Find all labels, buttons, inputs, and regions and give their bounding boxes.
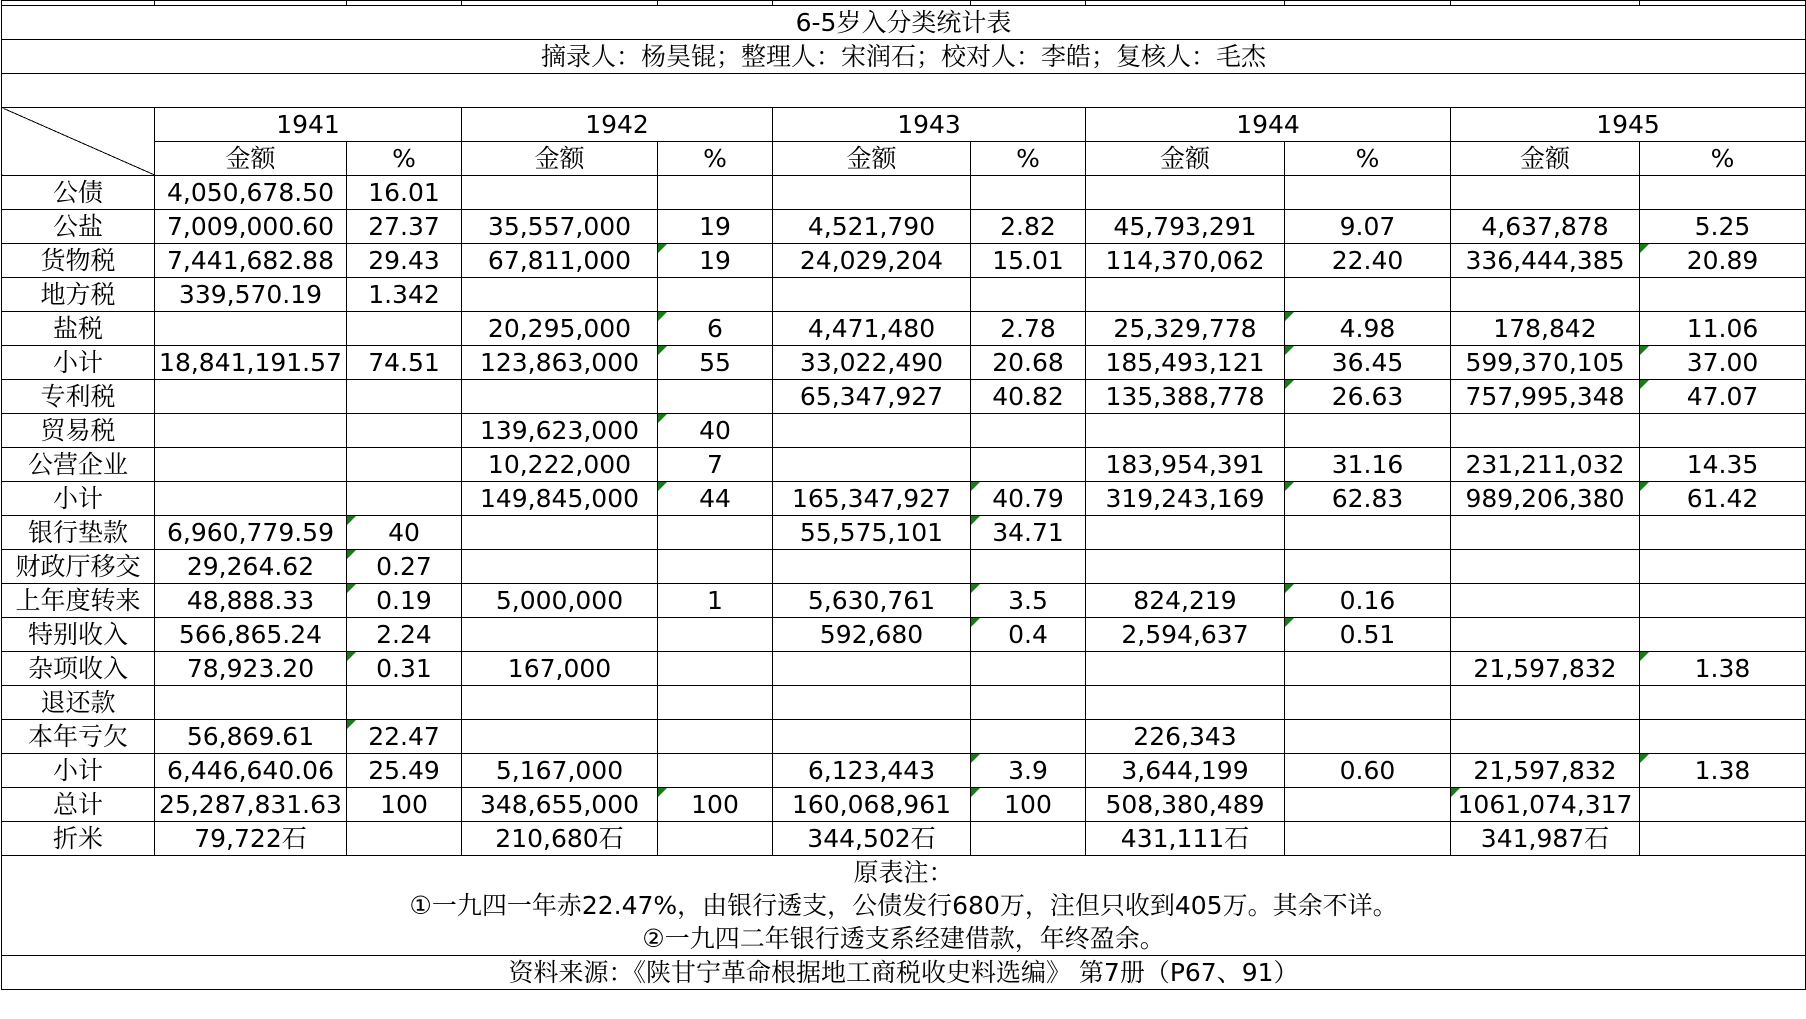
percent-cell[interactable] bbox=[1640, 618, 1806, 652]
percent-cell[interactable]: 1 bbox=[658, 584, 773, 618]
percent-cell[interactable]: 22.40 bbox=[1285, 244, 1451, 278]
percent-cell[interactable]: 11.06 bbox=[1640, 312, 1806, 346]
notes-title: 原表注： bbox=[853, 858, 954, 887]
percent-cell[interactable]: 14.35 bbox=[1640, 448, 1806, 482]
amount-cell[interactable]: 29,264.62 bbox=[155, 550, 347, 584]
percent-cell[interactable]: 20.68 bbox=[971, 346, 1086, 380]
title-row bbox=[2, 6, 1806, 40]
percent-cell[interactable] bbox=[1640, 550, 1806, 584]
amount-cell[interactable] bbox=[155, 686, 347, 720]
row-label[interactable]: 公债 bbox=[2, 176, 155, 210]
percent-cell[interactable]: 2.24 bbox=[347, 618, 462, 652]
year-header-1944[interactable]: 1944 bbox=[1086, 108, 1451, 142]
row-label[interactable]: 地方税 bbox=[2, 278, 155, 312]
amount-cell[interactable]: 56,869.61 bbox=[155, 720, 347, 754]
amount-cell[interactable] bbox=[155, 312, 347, 346]
percent-cell[interactable] bbox=[347, 686, 462, 720]
amount-cell[interactable] bbox=[773, 414, 971, 448]
amount-cell[interactable]: 344,502石 bbox=[773, 822, 971, 856]
subheader-row bbox=[2, 142, 1806, 176]
amount-cell[interactable] bbox=[462, 516, 658, 550]
amount-cell[interactable]: 341,987石 bbox=[1451, 822, 1640, 856]
amount-cell[interactable]: 226,343 bbox=[1086, 720, 1285, 754]
amount-cell[interactable] bbox=[462, 380, 658, 414]
amount-cell[interactable]: 167,000 bbox=[462, 652, 658, 686]
percent-cell[interactable] bbox=[1285, 550, 1451, 584]
row-label[interactable]: 本年亏欠 bbox=[2, 720, 155, 754]
subheader-amount[interactable]: 金额 bbox=[1451, 142, 1640, 176]
percent-cell[interactable]: 40 bbox=[347, 516, 462, 550]
percent-cell[interactable]: 44 bbox=[658, 482, 773, 516]
amount-cell[interactable]: 4,521,790 bbox=[773, 210, 971, 244]
percent-cell[interactable]: 19 bbox=[658, 244, 773, 278]
table-title[interactable]: 6-5岁入分类统计表 bbox=[2, 6, 1806, 40]
amount-cell[interactable]: 183,954,391 bbox=[1086, 448, 1285, 482]
amount-cell[interactable] bbox=[773, 448, 971, 482]
percent-cell[interactable]: 15.01 bbox=[971, 244, 1086, 278]
amount-cell[interactable]: 135,388,778 bbox=[1086, 380, 1285, 414]
subheader-amount[interactable]: 金额 bbox=[773, 142, 971, 176]
percent-cell[interactable] bbox=[347, 312, 462, 346]
percent-cell[interactable] bbox=[971, 822, 1086, 856]
percent-cell[interactable] bbox=[1285, 516, 1451, 550]
percent-cell[interactable]: 34.71 bbox=[971, 516, 1086, 550]
amount-cell[interactable]: 5,000,000 bbox=[462, 584, 658, 618]
subheader-percent[interactable]: % bbox=[347, 142, 462, 176]
percent-cell[interactable]: 55 bbox=[658, 346, 773, 380]
amount-cell[interactable] bbox=[1451, 176, 1640, 210]
percent-cell[interactable]: 31.16 bbox=[1285, 448, 1451, 482]
percent-cell[interactable]: 74.51 bbox=[347, 346, 462, 380]
percent-cell[interactable]: 0.51 bbox=[1285, 618, 1451, 652]
percent-cell[interactable] bbox=[658, 686, 773, 720]
amount-cell[interactable] bbox=[773, 720, 971, 754]
amount-cell[interactable]: 25,287,831.63 bbox=[155, 788, 347, 822]
amount-cell[interactable]: 25,329,778 bbox=[1086, 312, 1285, 346]
notes-row bbox=[2, 856, 1806, 956]
percent-cell[interactable] bbox=[971, 176, 1086, 210]
amount-cell[interactable]: 21,597,832 bbox=[1451, 652, 1640, 686]
percent-cell[interactable] bbox=[971, 414, 1086, 448]
percent-cell[interactable] bbox=[1640, 414, 1806, 448]
amount-cell[interactable] bbox=[773, 550, 971, 584]
amount-cell[interactable]: 2,594,637 bbox=[1086, 618, 1285, 652]
table-row bbox=[2, 618, 1806, 652]
row-label[interactable]: 贸易税 bbox=[2, 414, 155, 448]
source-row bbox=[2, 956, 1806, 990]
subheader-percent[interactable]: % bbox=[658, 142, 773, 176]
percent-cell[interactable]: 9.07 bbox=[1285, 210, 1451, 244]
amount-cell[interactable] bbox=[1086, 176, 1285, 210]
amount-cell[interactable]: 178,842 bbox=[1451, 312, 1640, 346]
amount-cell[interactable] bbox=[155, 380, 347, 414]
table-row bbox=[2, 482, 1806, 516]
amount-cell[interactable] bbox=[773, 652, 971, 686]
amount-cell[interactable] bbox=[1451, 278, 1640, 312]
percent-cell[interactable]: 16.01 bbox=[347, 176, 462, 210]
amount-cell[interactable]: 123,863,000 bbox=[462, 346, 658, 380]
amount-cell[interactable]: 67,811,000 bbox=[462, 244, 658, 278]
amount-cell[interactable]: 336,444,385 bbox=[1451, 244, 1640, 278]
amount-cell[interactable]: 348,655,000 bbox=[462, 788, 658, 822]
note-1: ①一九四一年赤22.47%，由银行透支，公债发行680万，注但只收到405万。其余不详。 bbox=[409, 891, 1398, 920]
percent-cell[interactable]: 36.45 bbox=[1285, 346, 1451, 380]
row-label[interactable]: 退还款 bbox=[2, 686, 155, 720]
amount-cell[interactable] bbox=[1451, 414, 1640, 448]
amount-cell[interactable] bbox=[1086, 652, 1285, 686]
amount-cell[interactable]: 65,347,927 bbox=[773, 380, 971, 414]
percent-cell[interactable] bbox=[658, 618, 773, 652]
percent-cell[interactable]: 100 bbox=[971, 788, 1086, 822]
row-label[interactable]: 公盐 bbox=[2, 210, 155, 244]
spreadsheet bbox=[1, 0, 1805, 990]
row-label[interactable]: 小计 bbox=[2, 346, 155, 380]
percent-cell[interactable] bbox=[658, 652, 773, 686]
table-row bbox=[2, 652, 1806, 686]
percent-cell[interactable]: 29.43 bbox=[347, 244, 462, 278]
amount-cell[interactable]: 6,446,640.06 bbox=[155, 754, 347, 788]
percent-cell[interactable]: 7 bbox=[658, 448, 773, 482]
percent-cell[interactable]: 0.16 bbox=[1285, 584, 1451, 618]
row-label[interactable]: 货物税 bbox=[2, 244, 155, 278]
amount-cell[interactable]: 757,995,348 bbox=[1451, 380, 1640, 414]
amount-cell[interactable] bbox=[462, 550, 658, 584]
year-header-row bbox=[2, 108, 1806, 142]
amount-cell[interactable]: 592,680 bbox=[773, 618, 971, 652]
percent-cell[interactable] bbox=[347, 482, 462, 516]
amount-cell[interactable] bbox=[155, 482, 347, 516]
amount-cell[interactable] bbox=[1451, 686, 1640, 720]
amount-cell[interactable]: 20,295,000 bbox=[462, 312, 658, 346]
percent-cell[interactable]: 100 bbox=[658, 788, 773, 822]
amount-cell[interactable]: 79,722石 bbox=[155, 822, 347, 856]
percent-cell[interactable] bbox=[1285, 788, 1451, 822]
amount-cell[interactable]: 160,068,961 bbox=[773, 788, 971, 822]
amount-cell[interactable]: 185,493,121 bbox=[1086, 346, 1285, 380]
blank-cell[interactable] bbox=[2, 74, 1806, 108]
amount-cell[interactable]: 5,630,761 bbox=[773, 584, 971, 618]
percent-cell[interactable]: 6 bbox=[658, 312, 773, 346]
percent-cell[interactable]: 37.00 bbox=[1640, 346, 1806, 380]
percent-cell[interactable]: 3.5 bbox=[971, 584, 1086, 618]
amount-cell[interactable]: 5,167,000 bbox=[462, 754, 658, 788]
amount-cell[interactable]: 45,793,291 bbox=[1086, 210, 1285, 244]
table-row bbox=[2, 550, 1806, 584]
subheader-amount[interactable]: 金额 bbox=[155, 142, 347, 176]
percent-cell[interactable] bbox=[971, 550, 1086, 584]
amount-cell[interactable]: 319,243,169 bbox=[1086, 482, 1285, 516]
percent-cell[interactable] bbox=[971, 652, 1086, 686]
table-row bbox=[2, 516, 1806, 550]
percent-cell[interactable] bbox=[1285, 414, 1451, 448]
percent-cell[interactable]: 61.42 bbox=[1640, 482, 1806, 516]
diagonal-header-cell[interactable] bbox=[2, 108, 155, 176]
percent-cell[interactable]: 3.9 bbox=[971, 754, 1086, 788]
percent-cell[interactable] bbox=[658, 278, 773, 312]
percent-cell[interactable] bbox=[1640, 176, 1806, 210]
table-row bbox=[2, 448, 1806, 482]
subheader-percent[interactable]: % bbox=[971, 142, 1086, 176]
amount-cell[interactable]: 114,370,062 bbox=[1086, 244, 1285, 278]
row-label[interactable]: 特别收入 bbox=[2, 618, 155, 652]
row-label[interactable]: 上年度转来 bbox=[2, 584, 155, 618]
row-label[interactable]: 总计 bbox=[2, 788, 155, 822]
table-row bbox=[2, 176, 1806, 210]
percent-cell[interactable]: 40.79 bbox=[971, 482, 1086, 516]
amount-cell[interactable]: 7,441,682.88 bbox=[155, 244, 347, 278]
percent-cell[interactable] bbox=[1640, 788, 1806, 822]
table-credits[interactable]: 摘录人：杨昊锟；整理人：宋润石；校对人：李皓；复核人：毛杰 bbox=[2, 40, 1806, 74]
percent-cell[interactable] bbox=[658, 822, 773, 856]
amount-cell[interactable]: 1061,074,317 bbox=[1451, 788, 1640, 822]
percent-cell[interactable]: 0.4 bbox=[971, 618, 1086, 652]
table-row bbox=[2, 720, 1806, 754]
percent-cell[interactable]: 0.60 bbox=[1285, 754, 1451, 788]
table-row bbox=[2, 584, 1806, 618]
table-row bbox=[2, 278, 1806, 312]
table-row bbox=[2, 210, 1806, 244]
percent-cell[interactable] bbox=[971, 686, 1086, 720]
row-label[interactable]: 小计 bbox=[2, 754, 155, 788]
note-2: ②一九四二年银行透支系经建借款，年终盈余。 bbox=[642, 924, 1165, 953]
year-header-1945[interactable]: 1945 bbox=[1451, 108, 1806, 142]
amount-cell[interactable] bbox=[1086, 686, 1285, 720]
amount-cell[interactable]: 35,557,000 bbox=[462, 210, 658, 244]
amount-cell[interactable] bbox=[462, 278, 658, 312]
row-label[interactable]: 公营企业 bbox=[2, 448, 155, 482]
percent-cell[interactable] bbox=[1640, 686, 1806, 720]
percent-cell[interactable]: 1.342 bbox=[347, 278, 462, 312]
amount-cell[interactable]: 6,960,779.59 bbox=[155, 516, 347, 550]
percent-cell[interactable] bbox=[347, 822, 462, 856]
year-header-1943[interactable]: 1943 bbox=[773, 108, 1086, 142]
subheader-amount[interactable]: 金额 bbox=[462, 142, 658, 176]
amount-cell[interactable]: 165,347,927 bbox=[773, 482, 971, 516]
amount-cell[interactable] bbox=[462, 686, 658, 720]
blank-row bbox=[2, 74, 1806, 108]
table-row bbox=[2, 346, 1806, 380]
percent-cell[interactable] bbox=[347, 448, 462, 482]
percent-cell[interactable]: 2.82 bbox=[971, 210, 1086, 244]
row-label[interactable]: 盐税 bbox=[2, 312, 155, 346]
amount-cell[interactable] bbox=[773, 278, 971, 312]
subheader-percent[interactable]: % bbox=[1285, 142, 1451, 176]
amount-cell[interactable] bbox=[155, 448, 347, 482]
percent-cell[interactable]: 47.07 bbox=[1640, 380, 1806, 414]
amount-cell[interactable]: 149,845,000 bbox=[462, 482, 658, 516]
percent-cell[interactable] bbox=[971, 278, 1086, 312]
percent-cell[interactable] bbox=[658, 720, 773, 754]
amount-cell[interactable] bbox=[462, 176, 658, 210]
amount-cell[interactable]: 824,219 bbox=[1086, 584, 1285, 618]
row-label[interactable]: 折米 bbox=[2, 822, 155, 856]
percent-cell[interactable] bbox=[658, 176, 773, 210]
percent-cell[interactable]: 62.83 bbox=[1285, 482, 1451, 516]
source-cell[interactable]: 资料来源：《陕甘宁革命根据地工商税收史料选编》 第7册（P67、91） bbox=[2, 956, 1806, 990]
amount-cell[interactable] bbox=[1451, 584, 1640, 618]
amount-cell[interactable] bbox=[462, 618, 658, 652]
percent-cell[interactable] bbox=[658, 516, 773, 550]
amount-cell[interactable]: 210,680石 bbox=[462, 822, 658, 856]
table-row bbox=[2, 380, 1806, 414]
percent-cell[interactable] bbox=[1640, 584, 1806, 618]
percent-cell[interactable]: 100 bbox=[347, 788, 462, 822]
amount-cell[interactable]: 989,206,380 bbox=[1451, 482, 1640, 516]
row-label[interactable]: 专利税 bbox=[2, 380, 155, 414]
amount-cell[interactable]: 55,575,101 bbox=[773, 516, 971, 550]
amount-cell[interactable]: 7,009,000.60 bbox=[155, 210, 347, 244]
percent-cell[interactable] bbox=[1285, 278, 1451, 312]
table-row bbox=[2, 414, 1806, 448]
amount-cell[interactable]: 21,597,832 bbox=[1451, 754, 1640, 788]
percent-cell[interactable]: 1.38 bbox=[1640, 754, 1806, 788]
row-label[interactable]: 杂项收入 bbox=[2, 652, 155, 686]
amount-cell[interactable]: 508,380,489 bbox=[1086, 788, 1285, 822]
percent-cell[interactable] bbox=[1285, 686, 1451, 720]
row-label[interactable]: 财政厅移交 bbox=[2, 550, 155, 584]
amount-cell[interactable] bbox=[1451, 550, 1640, 584]
percent-cell[interactable] bbox=[971, 448, 1086, 482]
row-label[interactable]: 小计 bbox=[2, 482, 155, 516]
percent-cell[interactable] bbox=[1640, 720, 1806, 754]
amount-cell[interactable] bbox=[155, 414, 347, 448]
percent-cell[interactable]: 5.25 bbox=[1640, 210, 1806, 244]
statistics-table bbox=[1, 0, 1806, 990]
table-row bbox=[2, 312, 1806, 346]
amount-cell[interactable] bbox=[773, 686, 971, 720]
percent-cell[interactable]: 20.89 bbox=[1640, 244, 1806, 278]
amount-cell[interactable]: 599,370,105 bbox=[1451, 346, 1640, 380]
amount-cell[interactable]: 139,623,000 bbox=[462, 414, 658, 448]
year-header-1942[interactable]: 1942 bbox=[462, 108, 773, 142]
amount-cell[interactable] bbox=[462, 720, 658, 754]
amount-cell[interactable] bbox=[1086, 550, 1285, 584]
percent-cell[interactable] bbox=[658, 754, 773, 788]
subheader-amount[interactable]: 金额 bbox=[1086, 142, 1285, 176]
table-row bbox=[2, 822, 1806, 856]
subheader-percent[interactable]: % bbox=[1640, 142, 1806, 176]
amount-cell[interactable]: 10,222,000 bbox=[462, 448, 658, 482]
percent-cell[interactable]: 26.63 bbox=[1285, 380, 1451, 414]
amount-cell[interactable]: 431,111石 bbox=[1086, 822, 1285, 856]
percent-cell[interactable] bbox=[658, 550, 773, 584]
percent-cell[interactable]: 4.98 bbox=[1285, 312, 1451, 346]
amount-cell[interactable]: 566,865.24 bbox=[155, 618, 347, 652]
amount-cell[interactable]: 6,123,443 bbox=[773, 754, 971, 788]
amount-cell[interactable]: 33,022,490 bbox=[773, 346, 971, 380]
percent-cell[interactable] bbox=[658, 380, 773, 414]
percent-cell[interactable] bbox=[1640, 822, 1806, 856]
amount-cell[interactable] bbox=[1451, 516, 1640, 550]
percent-cell[interactable]: 19 bbox=[658, 210, 773, 244]
percent-cell[interactable] bbox=[1285, 720, 1451, 754]
table-row bbox=[2, 686, 1806, 720]
percent-cell[interactable] bbox=[1640, 278, 1806, 312]
percent-cell[interactable] bbox=[347, 380, 462, 414]
percent-cell[interactable] bbox=[1285, 822, 1451, 856]
amount-cell[interactable]: 4,637,878 bbox=[1451, 210, 1640, 244]
table-row bbox=[2, 754, 1806, 788]
amount-cell[interactable]: 4,050,678.50 bbox=[155, 176, 347, 210]
amount-cell[interactable] bbox=[1086, 278, 1285, 312]
percent-cell[interactable]: 25.49 bbox=[347, 754, 462, 788]
percent-cell[interactable]: 0.19 bbox=[347, 584, 462, 618]
percent-cell[interactable]: 2.78 bbox=[971, 312, 1086, 346]
percent-cell[interactable] bbox=[1285, 652, 1451, 686]
percent-cell[interactable]: 0.31 bbox=[347, 652, 462, 686]
percent-cell[interactable] bbox=[347, 414, 462, 448]
amount-cell[interactable]: 3,644,199 bbox=[1086, 754, 1285, 788]
percent-cell[interactable]: 22.47 bbox=[347, 720, 462, 754]
percent-cell[interactable] bbox=[1285, 176, 1451, 210]
amount-cell[interactable]: 48,888.33 bbox=[155, 584, 347, 618]
percent-cell[interactable]: 27.37 bbox=[347, 210, 462, 244]
percent-cell[interactable]: 40 bbox=[658, 414, 773, 448]
amount-cell[interactable]: 339,570.19 bbox=[155, 278, 347, 312]
amount-cell[interactable]: 78,923.20 bbox=[155, 652, 347, 686]
amount-cell[interactable]: 231,211,032 bbox=[1451, 448, 1640, 482]
notes-cell[interactable] bbox=[2, 856, 1806, 956]
amount-cell[interactable] bbox=[1086, 516, 1285, 550]
row-label[interactable]: 银行垫款 bbox=[2, 516, 155, 550]
amount-cell[interactable] bbox=[1451, 618, 1640, 652]
amount-cell[interactable] bbox=[1086, 414, 1285, 448]
percent-cell[interactable]: 0.27 bbox=[347, 550, 462, 584]
amount-cell[interactable]: 4,471,480 bbox=[773, 312, 971, 346]
table-row bbox=[2, 244, 1806, 278]
amount-cell[interactable] bbox=[773, 176, 971, 210]
amount-cell[interactable]: 18,841,191.57 bbox=[155, 346, 347, 380]
year-header-1941[interactable]: 1941 bbox=[155, 108, 462, 142]
table-row bbox=[2, 788, 1806, 822]
credits-row bbox=[2, 40, 1806, 74]
amount-cell[interactable] bbox=[1451, 720, 1640, 754]
percent-cell[interactable] bbox=[971, 720, 1086, 754]
percent-cell[interactable]: 1.38 bbox=[1640, 652, 1806, 686]
percent-cell[interactable]: 40.82 bbox=[971, 380, 1086, 414]
amount-cell[interactable]: 24,029,204 bbox=[773, 244, 971, 278]
percent-cell[interactable] bbox=[1640, 516, 1806, 550]
